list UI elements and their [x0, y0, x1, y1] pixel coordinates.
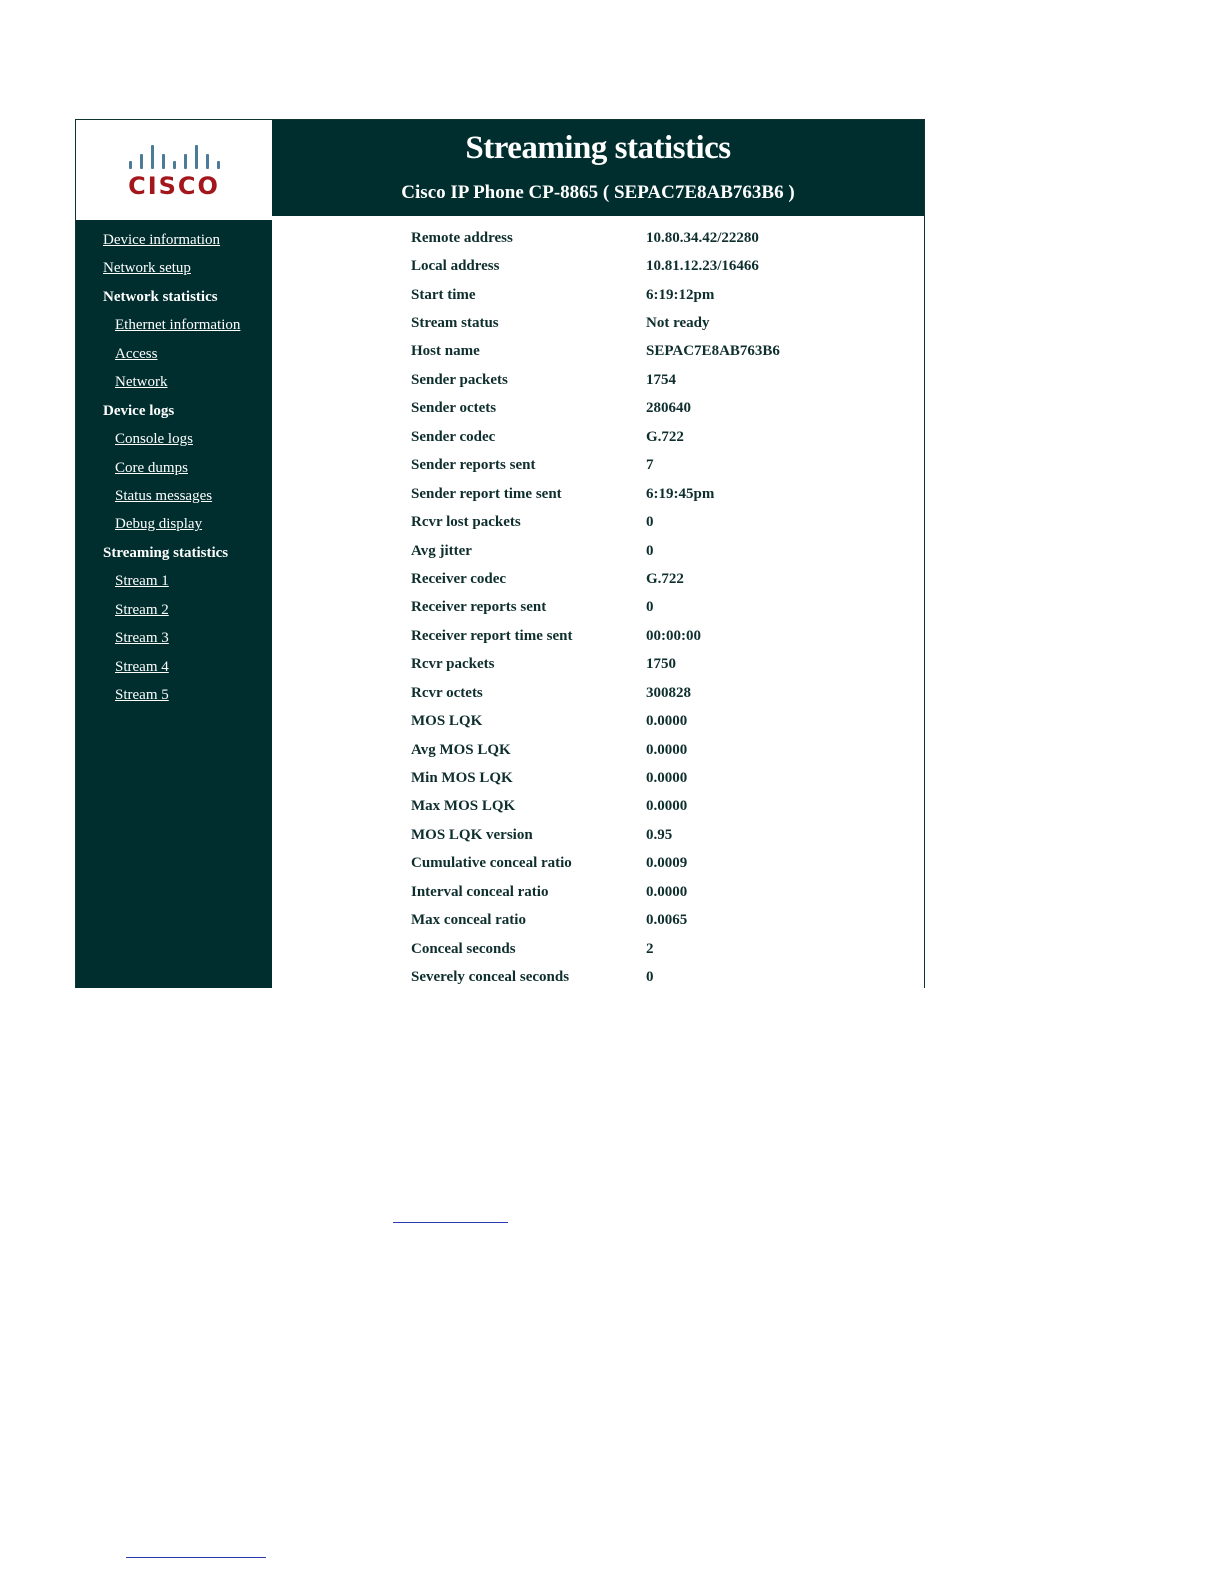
stat-value: 0.0000 — [646, 798, 688, 815]
page-title: Streaming statistics — [465, 130, 731, 166]
device-subtitle: Cisco IP Phone CP-8865 ( SEPAC7E8AB763B6 ) — [401, 182, 795, 203]
sidebar-section-device-logs: Device logs — [103, 402, 175, 419]
stat-value: 0.0000 — [646, 741, 688, 758]
sidebar-item-stream-1[interactable]: Stream 1 — [115, 573, 169, 590]
table-row — [411, 622, 846, 650]
footer-link-underline[interactable] — [393, 1222, 508, 1223]
table-row — [411, 764, 846, 792]
stat-label: Receiver codec — [411, 570, 507, 587]
stat-label: Stream status — [411, 315, 499, 332]
table-row — [411, 707, 846, 735]
sidebar-nav — [76, 218, 272, 988]
stat-label: Start time — [411, 286, 476, 303]
table-row — [411, 679, 846, 707]
page-frame — [75, 119, 925, 988]
footer-link-underline[interactable] — [126, 1557, 266, 1558]
streaming-stats-table — [411, 224, 846, 992]
stat-label: MOS LQK — [411, 713, 483, 730]
stat-value: 280640 — [646, 400, 691, 417]
main-content — [274, 218, 924, 988]
cisco-logo-bars-icon — [129, 145, 221, 169]
stat-value: 0.0065 — [646, 912, 688, 929]
stat-label: Host name — [411, 343, 480, 360]
stat-value: 0.0000 — [646, 713, 688, 730]
stat-label: Severely conceal seconds — [411, 969, 570, 986]
stat-value: 7 — [646, 457, 654, 474]
stat-label: Rcvr octets — [411, 684, 483, 701]
stat-value: SEPAC7E8AB763B6 — [646, 343, 780, 360]
sidebar-item-stream-2[interactable]: Stream 2 — [115, 601, 169, 618]
stat-value: G.722 — [646, 570, 684, 587]
sidebar-item-stream-5[interactable]: Stream 5 — [115, 687, 169, 703]
sidebar-section-network-statistics: Network statistics — [103, 288, 218, 305]
stat-label: Avg jitter — [411, 542, 472, 559]
stat-value: 0 — [646, 514, 654, 531]
sidebar-section-streaming-statistics: Streaming statistics — [103, 544, 229, 561]
table-row — [411, 963, 846, 991]
stat-label: Remote address — [411, 229, 513, 246]
stat-value: 0.0000 — [646, 883, 688, 900]
stat-label: Min MOS LQK — [411, 770, 513, 787]
table-row — [411, 935, 846, 963]
sidebar-item-ethernet-information[interactable]: Ethernet information — [115, 317, 241, 334]
stat-value: 00:00:00 — [646, 627, 701, 644]
stat-label: Rcvr packets — [411, 656, 495, 673]
stat-value: 0 — [646, 599, 654, 616]
table-row — [411, 452, 846, 480]
sidebar-item-console-logs[interactable]: Console logs — [115, 431, 193, 448]
stat-value: 300828 — [646, 684, 691, 701]
table-row — [411, 309, 846, 337]
stat-label: Local address — [411, 258, 500, 275]
stat-label: Max conceal ratio — [411, 912, 526, 929]
table-row — [411, 508, 846, 536]
sidebar-item-status-messages[interactable]: Status messages — [115, 487, 213, 504]
sidebar-item-stream-3[interactable]: Stream 3 — [115, 630, 169, 647]
stat-label: Sender reports sent — [411, 457, 536, 474]
stat-label: Interval conceal ratio — [411, 883, 549, 900]
stat-label: MOS LQK version — [411, 826, 533, 843]
sidebar-item-network-setup[interactable]: Network setup — [103, 260, 191, 277]
stat-value: 1754 — [646, 371, 676, 388]
table-row — [411, 793, 846, 821]
stat-value: 6:19:12pm — [646, 286, 715, 303]
table-row — [411, 366, 846, 394]
table-row — [411, 821, 846, 849]
stat-label: Receiver report time sent — [411, 627, 573, 644]
sidebar-item-device-information[interactable]: Device information — [103, 232, 221, 248]
stat-value: 10.81.12.23/16466 — [646, 258, 759, 275]
stat-value: 2 — [646, 940, 654, 957]
sidebar-item-access[interactable]: Access — [115, 345, 158, 362]
cisco-logo-text: CISCO — [128, 172, 220, 200]
sidebar-item-core-dumps[interactable]: Core dumps — [115, 459, 188, 476]
table-row — [411, 594, 846, 622]
stat-label: Sender codec — [411, 428, 496, 445]
stat-value: 0 — [646, 542, 654, 559]
table-row — [411, 395, 846, 423]
stat-label: Sender report time sent — [411, 485, 562, 502]
stat-label: Conceal seconds — [411, 940, 516, 957]
table-row — [411, 537, 846, 565]
table-row — [411, 338, 846, 366]
stat-label: Receiver reports sent — [411, 599, 547, 616]
stat-label: Cumulative conceal ratio — [411, 855, 572, 872]
stat-label: Avg MOS LQK — [411, 741, 511, 758]
table-row — [411, 224, 846, 252]
table-row — [411, 480, 846, 508]
sidebar-item-network[interactable]: Network — [115, 374, 168, 391]
table-row — [411, 565, 846, 593]
stat-value: 0.95 — [646, 826, 673, 843]
stat-value: 1750 — [646, 656, 676, 673]
table-row — [411, 878, 846, 906]
stat-label: Max MOS LQK — [411, 798, 516, 815]
page-header — [272, 120, 924, 218]
table-row — [411, 850, 846, 878]
stat-value: 10.80.34.42/22280 — [646, 229, 759, 246]
table-row — [411, 907, 846, 935]
sidebar-item-debug-display[interactable]: Debug display — [115, 516, 203, 533]
table-row — [411, 651, 846, 679]
stat-value: 0.0009 — [646, 855, 688, 872]
table-row — [411, 281, 846, 309]
stat-value: 0 — [646, 969, 654, 986]
table-row — [411, 252, 846, 280]
table-row — [411, 423, 846, 451]
stat-value: 0.0000 — [646, 770, 688, 787]
stat-value: G.722 — [646, 428, 684, 445]
stat-value: Not ready — [646, 315, 710, 332]
cisco-logo — [76, 120, 272, 218]
stat-label: Rcvr lost packets — [411, 514, 521, 531]
sidebar-item-stream-4[interactable]: Stream 4 — [115, 658, 169, 675]
stat-label: Sender octets — [411, 400, 497, 417]
sidebar-nav-list — [76, 226, 272, 709]
table-row — [411, 736, 846, 764]
stat-value: 6:19:45pm — [646, 485, 715, 502]
stat-label: Sender packets — [411, 371, 508, 388]
